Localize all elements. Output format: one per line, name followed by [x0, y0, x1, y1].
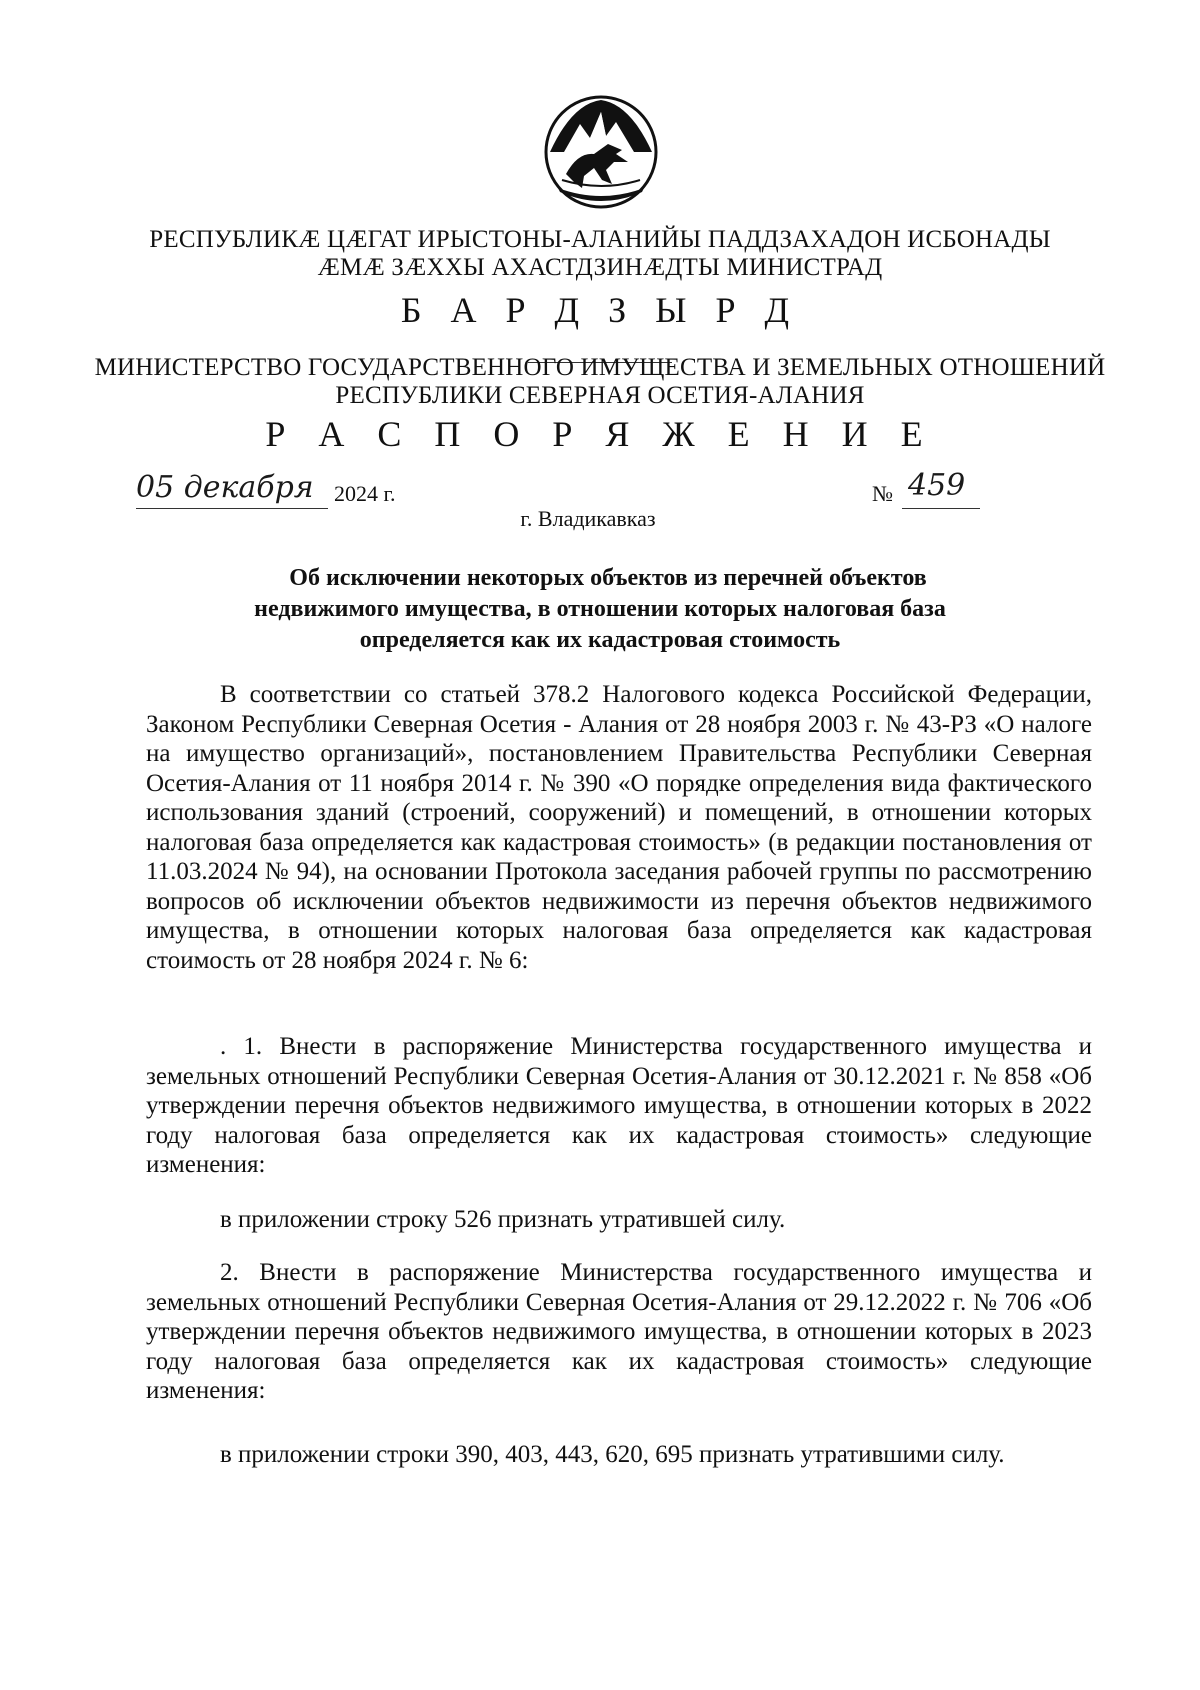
item-2-paragraph: 2. Внести в распоряжение Министерства государственного имущества и земельных отношений Республики Северная Осетия-Алания от 29.12.2022 г. № 706 «Об утверждении перечня объектов недвижимого имущества, в отношении которых в 2023 году налоговая база определяется как их кадастровая стоимость» следующие изменения: [146, 1259, 1092, 1404]
coat-of-arms-emblem [542, 92, 660, 212]
number-handwritten: 459 [908, 468, 966, 503]
header-ossetian-line2: ӔМӔ ЗӔХХЫ АХАСТДЗИНӔДТЫ МИНИСТРАД [317, 254, 883, 281]
item-1-change: в приложении строку 526 признать утратившей силу. [220, 1206, 786, 1233]
title-line3: определяется как их кадастровая стоимость [359, 627, 841, 653]
date-year: 2024 г. [334, 481, 396, 506]
title-line1: Об исключении некоторых объектов из перечней объектов [289, 565, 927, 591]
preamble-paragraph: В соответствии со статьей 378.2 Налогового кодекса Российской Федерации, Законом Республики Северная Осетия - Алания от 28 ноября 2003 г. № 43-РЗ «О налоге на имущество организаций», постановлением Правительства Республики Северная Осетия-Алания от 11 ноября 2014 г. № 390 «О порядке определения вида фактического использования зданий (строений, сооружений) и помещений, в отношении которых налоговая база определяется как кадастровая стоимость» (в редакции постановления от 11.03.2024 № 94), на основании Протокола заседания рабочей группы по рассмотрению вопросов об исключении объектов недвижимости из перечня объектов недвижимого имущества, в отношении которых налоговая база определяется как кадастровая стоимость от 28 ноября 2024 г. № 6: [146, 681, 1092, 974]
date-handwritten: 05 декабря [136, 470, 314, 505]
header-russian-line2: РЕСПУБЛИКИ СЕВЕРНАЯ ОСЕТИЯ-АЛАНИЯ [335, 382, 865, 409]
header-russian-doc-type: Р А С П О Р Я Ж Е Н И Е [265, 414, 935, 454]
number-label: № [872, 481, 893, 506]
header-ossetian-doc-type: Б А Р Д З Ы Р Д [400, 290, 800, 330]
header-ossetian-line1: РЕСПУБЛИКӔ ЦӔГАТ ИРЫСТОНЫ-АЛАНИЙЫ ПАДДЗАХАДОН ИСБОНАДЫ [149, 226, 1051, 253]
item-2-change: в приложении строки 390, 403, 443, 620, 695 признать утратившими силу. [220, 1441, 1005, 1468]
title-line2: недвижимого имущества, в отношении которых налоговая база [254, 596, 946, 622]
item-1-paragraph: . 1. Внести в распоряжение Министерства государственного имущества и земельных отношений Республики Северная Осетия-Алания от 30.12.2021 г. № 858 «Об утверждении перечня объектов недвижимого имущества, в отношении которых в 2022 году налоговая база определяется как их кадастровая стоимость» следующие изменения: [146, 1033, 1092, 1178]
city: г. Владикавказ [520, 506, 656, 531]
header-russian-line1: МИНИСТЕРСТВО ГОСУДАРСТВЕННОГО ИМУЩЕСТВА И ЗЕМЕЛЬНЫХ ОТНОШЕНИЙ [94, 354, 1106, 381]
